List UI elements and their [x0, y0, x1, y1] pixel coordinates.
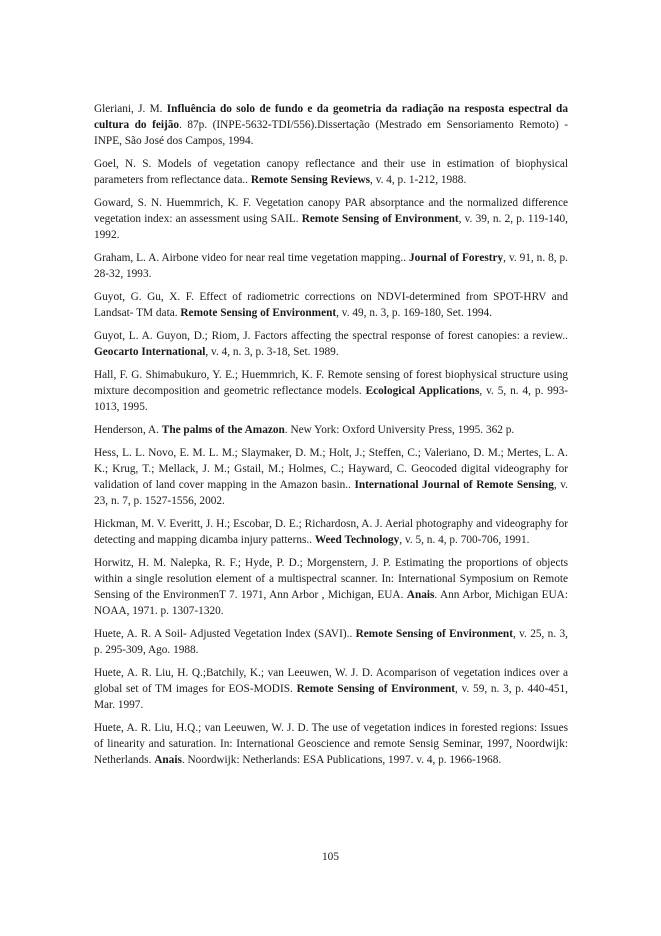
reference-entry: Guyot, L. A. Guyon, D.; Riom, J. Factors affecting the spectral response of forest canopies: a review.. Geocarto International, v. 4, n. 3, p. 3-18, Set. 1989.	[94, 330, 568, 358]
reference-entry: Hess, L. L. Novo, E. M. L. M.; Slaymaker, D. M.; Holt, J.; Steffen, C.; Valeriano, D. M.; Mertes, L. A. K.; Krug, T.; Mellack, J. M.; Gstail, M.; Holmes, C.; Hayward, C. Geocoded digital videography for validation of land cover mapping in the Amazon basin.. International Journal of Remote Sensing, v. 23, n. 7, p. 1527-1556, 2002.	[94, 447, 569, 507]
page-number: 105	[322, 851, 339, 863]
reference-entry: Gleriani, J. M. Influência do solo de fundo e da geometria da radiação na resposta espectral da cultura do feijão. 87p. (INPE-5632-TDI/556).Dissertação (Mestrado em Sensoriamento Remoto) - INPE, São José dos Campos, 1994.	[94, 103, 569, 147]
reference-entry: Hickman, M. V. Everitt, J. H.; Escobar, D. E.; Richardosn, A. J. Aerial photography and videography for detecting and mapping dicamba injury patterns.. Weed Technology, v. 5, n. 4, p. 700-706, 1991.	[94, 518, 568, 546]
reference-entry: Huete, A. R. Liu, H. Q.;Batchily, K.; van Leeuwen, W. J. D. Acomparison of vegetation indices over a global set of TM images for EOS-MODIS. Remote Sensing of Environment, v. 59, n. 3, p. 440-451, Mar. 1997.	[94, 667, 568, 711]
reference-entry: Graham, L. A. Airbone video for near real time vegetation mapping.. Journal of Forestry, v. 91, n. 8, p. 28-32, 1993.	[94, 252, 568, 280]
reference-entry: Goel, N. S. Models of vegetation canopy reflectance and their use in estimation of biophysical parameters from reflectance data.. Remote Sensing Reviews, v. 4, p. 1-212, 1988.	[94, 158, 568, 186]
reference-list	[94, 101, 568, 775]
reference-entry: Hall, F. G. Shimabukuro, Y. E.; Huemmrich, K. F. Remote sensing of forest biophysical structure using mixture decomposition and geometric reflectance models. Ecological Applications, v. 5, n. 4, p. 993-1013, 1995.	[94, 369, 569, 413]
reference-entry: Guyot, G. Gu, X. F. Effect of radiometric corrections on NDVI-determined from SPOT-HRV and Landsat- TM data. Remote Sensing of Environment, v. 49, n. 3, p. 169-180, Set. 1994.	[94, 291, 568, 319]
reference-entry: Goward, S. N. Huemmrich, K. F. Vegetation canopy PAR absorptance and the normalized difference vegetation index: an assessment using SAIL. Remote Sensing of Environment, v. 39, n. 2, p. 119-140, 1992.	[94, 197, 568, 241]
reference-entry: Huete, A. R. A Soil- Adjusted Vegetation Index (SAVI).. Remote Sensing of Environment, v. 25, n. 3, p. 295-309, Ago. 1988.	[94, 628, 568, 656]
reference-entry: Henderson, A. The palms of the Amazon. New York: Oxford University Press, 1995. 362 p.	[94, 424, 515, 436]
reference-entry: Huete, A. R. Liu, H.Q.; van Leeuwen, W. J. D. The use of vegetation indices in forested regions: Issues of linearity and saturation. In: International Geoscience and remote Sensig Seminar, 1997, Noordwijk: Netherlands. Anais. Noordwijk: Netherlands: ESA Publications, 1997. v. 4, p. 1966-1968.	[94, 722, 568, 766]
reference-entry: Horwitz, H. M. Nalepka, R. F.; Hyde, P. D.; Morgenstern, J. P. Estimating the proportions of objects within a single resolution element of a multispectral scanner. In: International Symposium on Remote Sensing of the EnvironmenT 7. 1971, Ann Arbor , Michigan, EUA. Anais. Ann Arbor, Michigan EUA: NOAA, 1971. p. 1307-1320.	[94, 557, 568, 617]
